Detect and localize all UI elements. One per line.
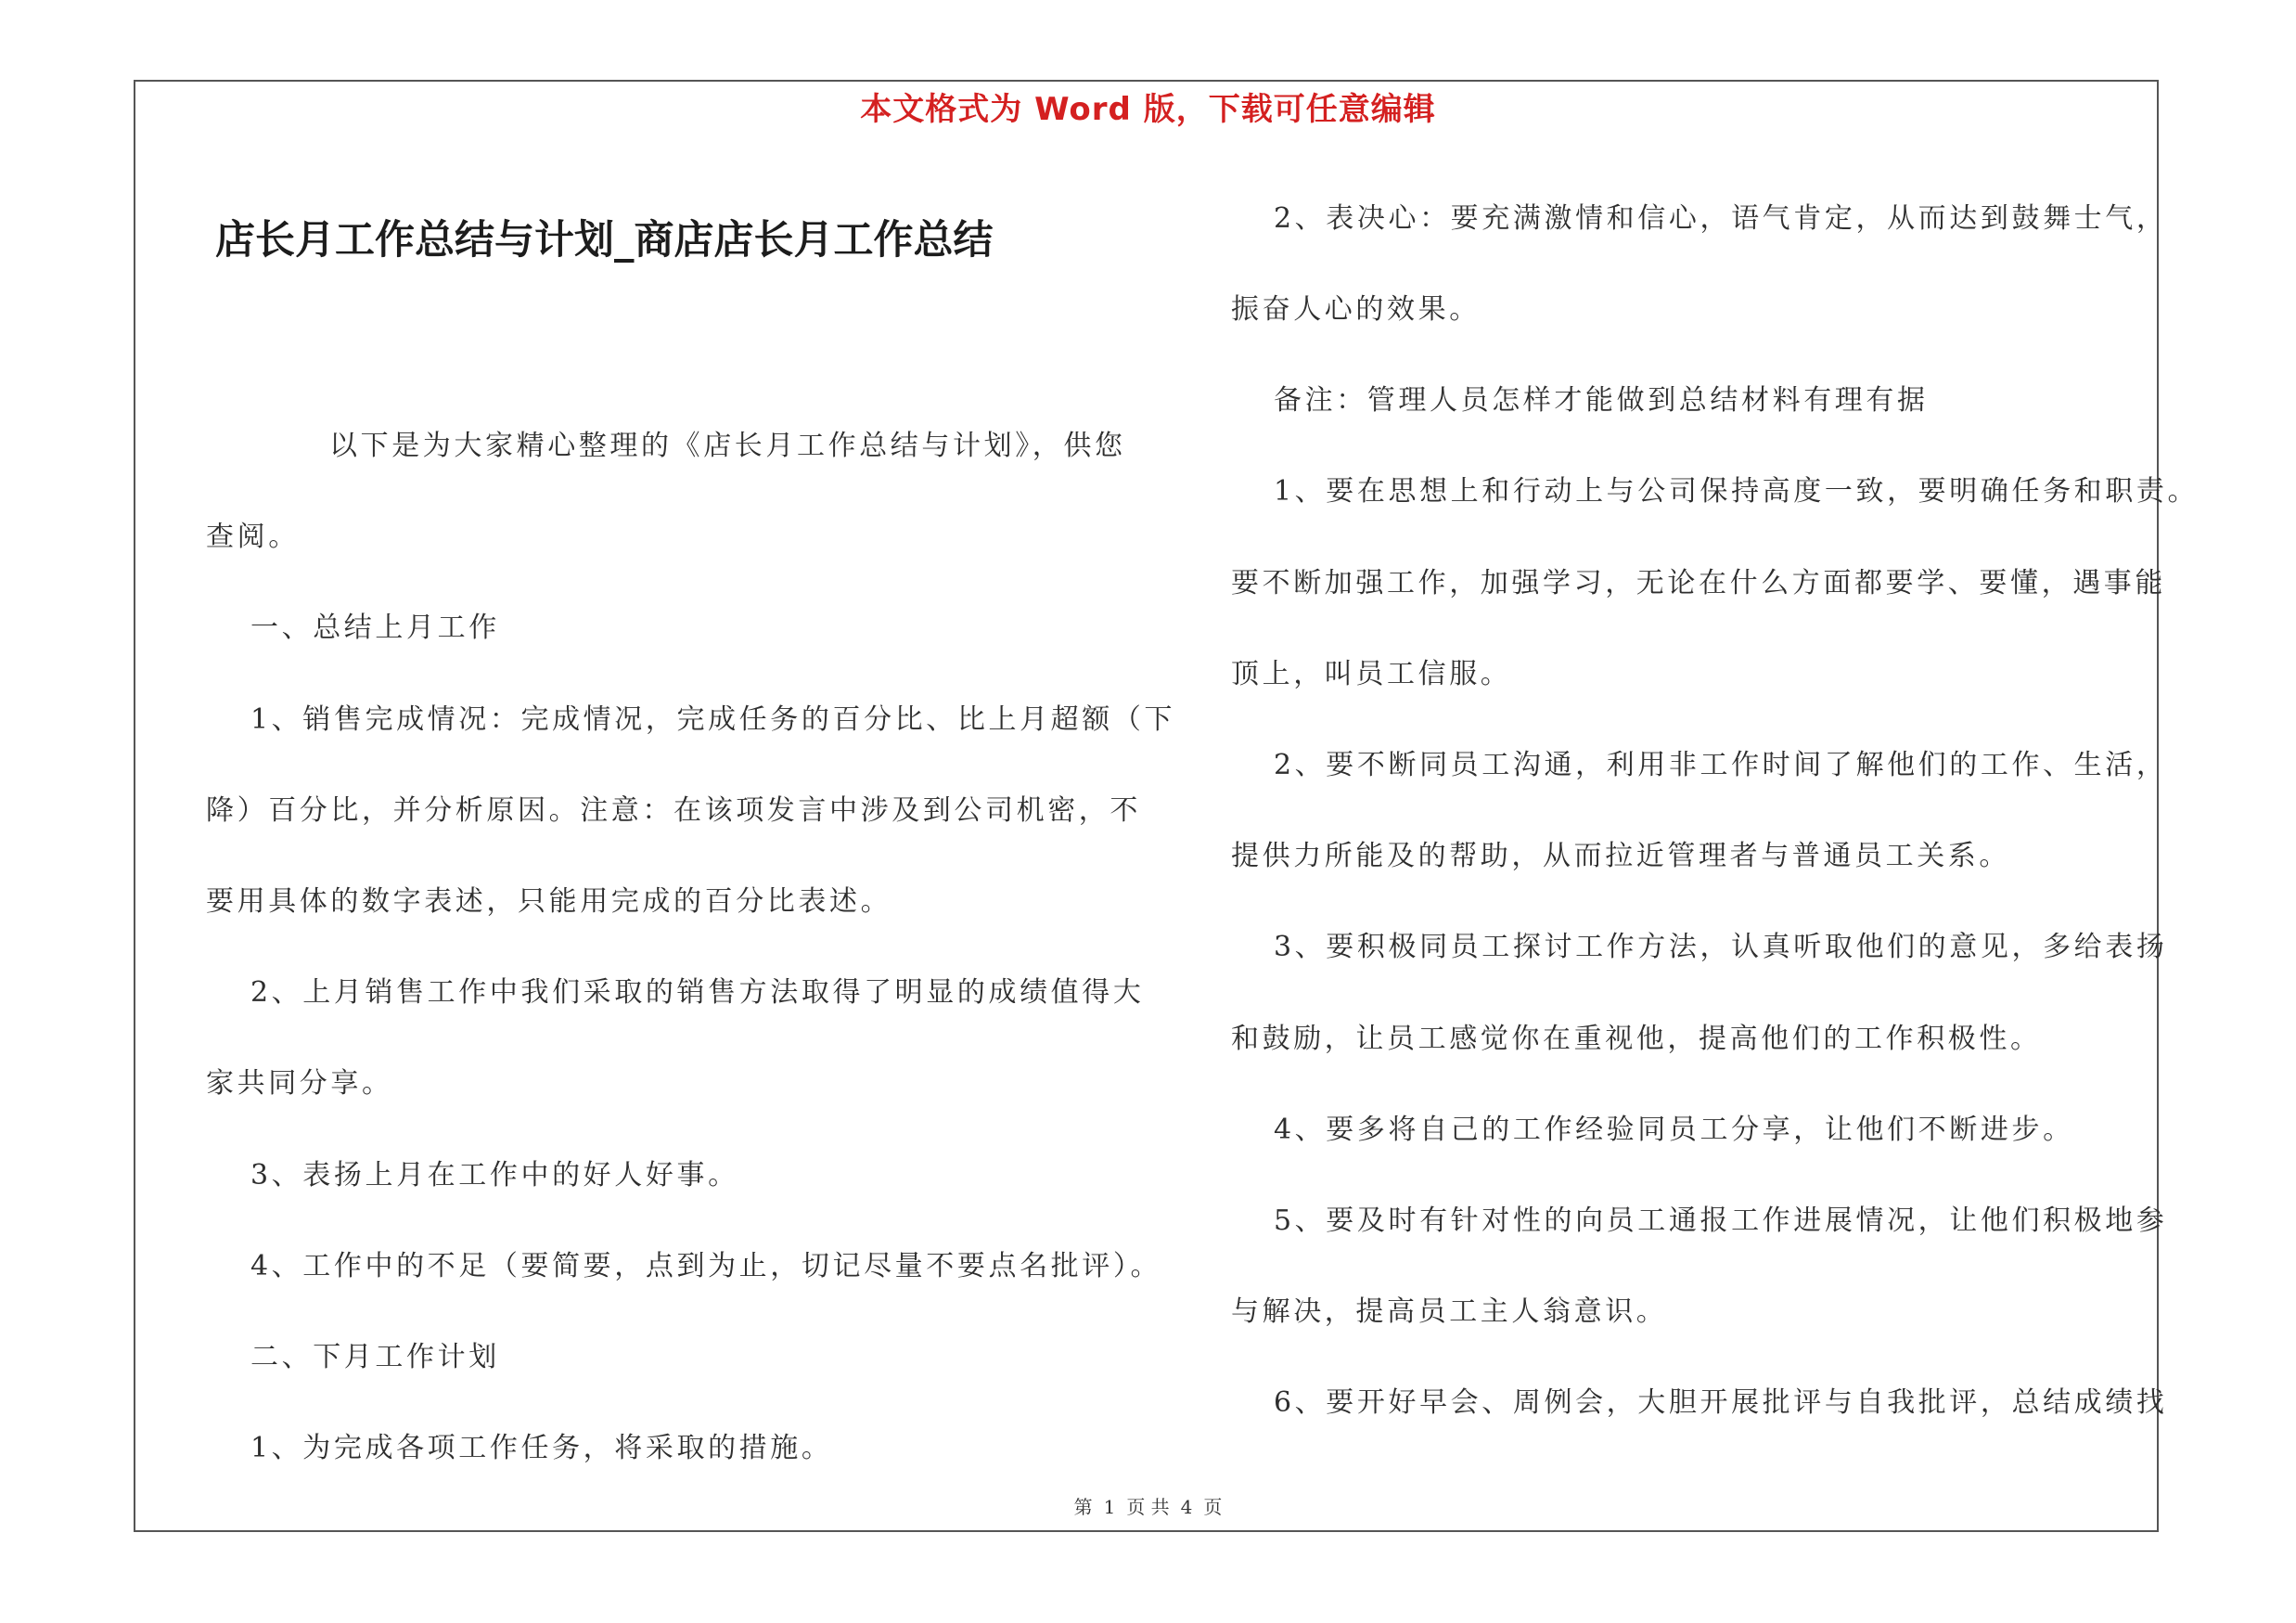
paragraph: 振奋人心的效果。 <box>1231 293 1481 326</box>
paragraph: 1、为完成各项工作任务，将采取的措施。 <box>250 1432 833 1464</box>
footer-prefix: 第 <box>1073 1496 1093 1518</box>
paragraph: 5、要及时有针对性的向员工通报工作进展情况，让他们积极地参 <box>1274 1204 2168 1237</box>
word-format-banner: 本文格式为 Word 版，下载可任意编辑 <box>860 91 1436 128</box>
paragraph: 家共同分享。 <box>206 1067 393 1100</box>
paragraph: 2、上月销售工作中我们采取的销售方法取得了明显的成绩值得大 <box>250 976 1145 1009</box>
paragraph: 2、表决心：要充满激情和信心，语气肯定，从而达到鼓舞士气， <box>1274 202 2168 235</box>
paragraph: 查阅。 <box>206 521 300 553</box>
paragraph: 6、要开好早会、周例会，大胆开展批评与自我批评，总结成绩找 <box>1274 1386 2168 1419</box>
paragraph: 4、要多将自己的工作经验同员工分享，让他们不断进步。 <box>1274 1114 2074 1146</box>
paragraph: 要用具体的数字表述，只能用完成的百分比表述。 <box>206 885 892 918</box>
paragraph: 3、要积极同员工探讨工作方法，认真听取他们的意见，多给表扬 <box>1274 931 2168 963</box>
paragraph: 2、要不断同员工沟通，利用非工作时间了解他们的工作、生活， <box>1274 749 2168 781</box>
section-heading: 一、总结上月工作 <box>250 612 500 644</box>
paragraph: 降）百分比，并分析原因。注意：在该项发言中涉及到公司机密，不 <box>206 794 1141 827</box>
page-number-footer <box>0 1492 2296 1519</box>
paragraph: 和鼓励，让员工感觉你在重视他，提高他们的工作积极性。 <box>1231 1023 2042 1055</box>
paragraph: 以下是为大家精心整理的《店长月工作总结与计划》，供您 <box>329 430 1126 462</box>
paragraph: 1、销售完成情况：完成情况，完成任务的百分比、比上月超额（下 <box>250 703 1176 736</box>
footer-middle: 页 共 <box>1126 1496 1170 1518</box>
total-page-count: 4 <box>1180 1496 1193 1518</box>
paragraph: 顶上，叫员工信服。 <box>1231 658 1512 690</box>
paragraph: 与解决，提高员工主人翁意识。 <box>1231 1295 1668 1328</box>
paragraph: 1、要在思想上和行动上与公司保持高度一致，要明确任务和职责。 <box>1274 475 2200 508</box>
paragraph: 要不断加强工作，加强学习，无论在什么方面都要学、要懂，遇事能 <box>1231 567 2166 599</box>
document-title: 店长月工作总结与计划_商店店长月工作总结 <box>215 217 994 264</box>
current-page-number: 1 <box>1103 1496 1116 1518</box>
section-heading: 二、下月工作计划 <box>250 1341 500 1373</box>
note-heading: 备注：管理人员怎样才能做到总结材料有理有据 <box>1274 384 1929 417</box>
footer-suffix: 页 <box>1203 1496 1223 1518</box>
paragraph: 3、表扬上月在工作中的好人好事。 <box>250 1159 739 1191</box>
paragraph: 4、工作中的不足（要简要，点到为止，切记尽量不要点名批评）。 <box>250 1250 1162 1282</box>
paragraph: 提供力所能及的帮助，从而拉近管理者与普通员工关系。 <box>1231 840 2010 872</box>
